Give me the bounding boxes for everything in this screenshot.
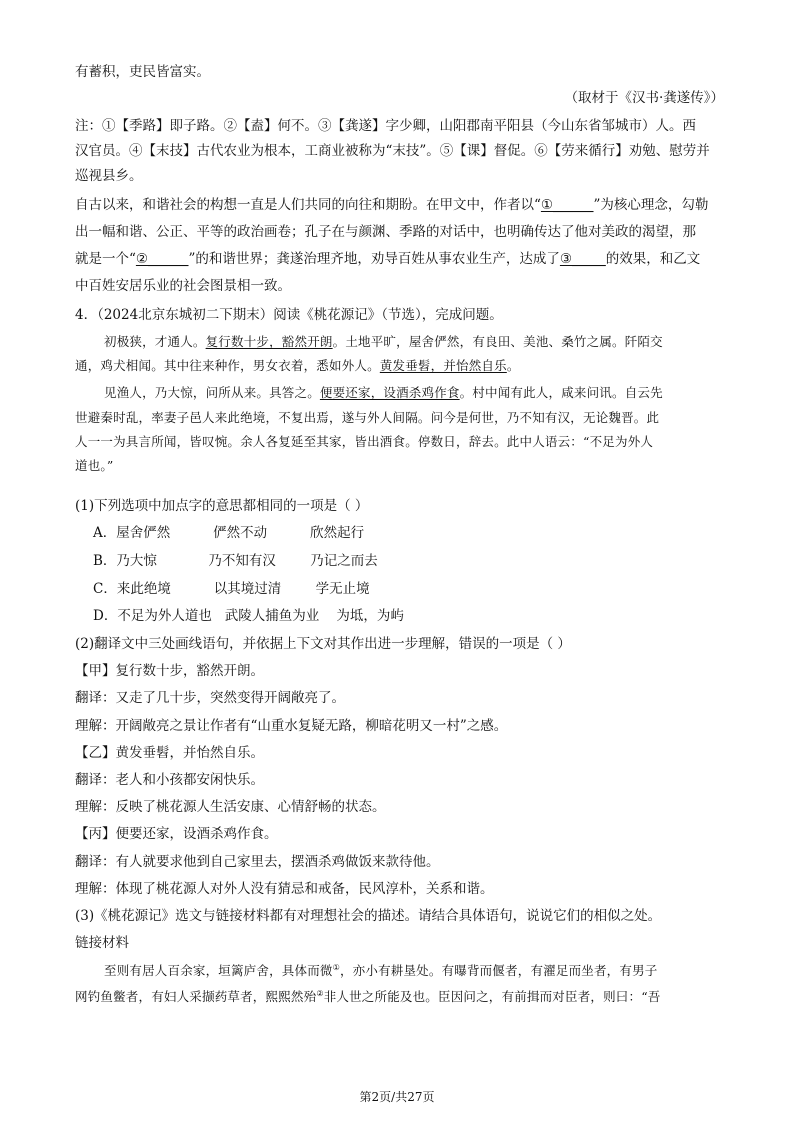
item-bing: 【丙】便要还家，设酒杀鸡作食。 bbox=[75, 826, 278, 842]
understanding-jia: 理解：开阔敞亮之景让作者有“山重水复疑无路，柳暗花明又一村”之感。 bbox=[75, 718, 508, 734]
material-line: 网钓鱼鳖者，有妇人采撷药草者，熙熙然殆②非人世之所能及也。臣因问之，有前揖而对臣者，则曰：“吾 bbox=[75, 988, 661, 1004]
underlined-sentence-bing: 便要还家，设酒杀鸡作食 bbox=[319, 385, 460, 400]
subquestion-1: (1)下列选项中加点字的意思都相同的一项是（ ） bbox=[75, 498, 369, 514]
passage-line: 道也。” bbox=[75, 458, 114, 473]
passage-line: 初极狭，才通人。复行数十步，豁然开朗。土地平旷，屋舍俨然，有良田、美池、桑竹之属。阡陌交 bbox=[104, 334, 663, 349]
question-heading: 4．（2024北京东城初二下期末）阅读《桃花源记》（节选），完成问题。 bbox=[75, 307, 503, 323]
translation-yi: 翻译：老人和小孩都安闲快乐。 bbox=[75, 772, 264, 788]
notes-line: 巡视县乡。 bbox=[75, 168, 143, 184]
passage-line: 世避秦时乱，率妻子邑人来此绝境，不复出焉，遂与外人间隔。问今是何世，乃不知有汉，无论魏晋。此 bbox=[75, 410, 660, 425]
option-a[interactable]: A．屋舍俨然 俨然不动 欣然起行 bbox=[93, 525, 365, 541]
text-line: 出一幅和谐、公正、平等的政治画卷；孔子在与颜渊、季路的对话中，也明确传达了他对美政的渴望，那 bbox=[75, 224, 696, 240]
answer-blank-2: ②______ bbox=[135, 251, 189, 267]
item-yi: 【乙】黄发垂髫，并怡然自乐。 bbox=[75, 745, 264, 761]
page-footer: 第2页/共27页 bbox=[359, 1090, 435, 1104]
notes-line: 汉官员。④【末技】古代农业为根本，工商业被称为“末技”。⑤【课】督促。⑥【劳来循行】劝勉、慰劳并 bbox=[75, 143, 710, 159]
option-c[interactable]: C．来此绝境 以其境过清 学无止境 bbox=[93, 581, 370, 597]
item-jia: 【甲】复行数十步，豁然开朗。 bbox=[75, 663, 264, 679]
subquestion-2: (2)翻译文中三处画线语句，并依据上下文对其作出进一步理解，错误的一项是（ ） bbox=[75, 636, 571, 652]
subquestion-3: (3)《桃花源记》选文与链接材料都有对理想社会的描述。请结合具体语句，说说它们的相似之处。 bbox=[75, 908, 662, 924]
text-line: 有蓄积，吏民皆富实。 bbox=[75, 64, 210, 80]
answer-blank-1: ①______ bbox=[540, 197, 594, 213]
text-line: 就是一个“②______”的和谐世界；龚遂治理齐地，劝导百姓从事农业生产，达成了③_____的效果，和乙文 bbox=[75, 251, 701, 267]
passage-line: 通，鸡犬相闻。其中往来种作，男女衣着，悉如外人。黄发垂髫，并怡然自乐。 bbox=[75, 358, 520, 373]
option-b[interactable]: B．乃大惊 乃不知有汉 乃记之而去 bbox=[93, 553, 378, 569]
text-line: 中百姓安居乐业的社会图景相一致。 bbox=[75, 278, 291, 294]
underlined-sentence-yi: 黄发垂髫，并怡然自乐 bbox=[379, 358, 507, 373]
understanding-yi: 理解：反映了桃花源人生活安康、心情舒畅的状态。 bbox=[75, 799, 386, 815]
link-material-heading: 链接材料 bbox=[75, 935, 129, 951]
notes-line: 注：①【季路】即子路。②【盍】何不。③【龚遂】字少卿，山阳郡南平阳县（今山东省邹城市）人。西 bbox=[75, 118, 696, 134]
understanding-bing: 理解：体现了桃花源人对外人没有猜忌和戒备，民风淳朴，关系和谐。 bbox=[75, 881, 494, 897]
passage-line: 见渔人，乃大惊，问所从来。具答之。便要还家，设酒杀鸡作食。村中闻有此人，咸来问讯。自云先 bbox=[104, 385, 663, 400]
material-line: 至则有居人百余家，垣篱庐舍，具体而微①，亦小有耕垦处。有曝背而偃者，有濯足而坐者，有男子 bbox=[104, 962, 658, 978]
source-citation: （取材于《汉书·龚遂传》） bbox=[564, 90, 724, 106]
passage-line: 人一一为具言所闻，皆叹惋。余人各复延至其家，皆出酒食。停数日，辞去。此中人语云：“不足为外人 bbox=[75, 434, 654, 449]
option-d[interactable]: D．不足为外人道也 武陵人捕鱼为业 为坻，为屿 bbox=[93, 608, 404, 624]
text-line: 自古以来，和谐社会的构想一直是人们共同的向往和期盼。在甲文中，作者以“①______”为核心理念，勾勒 bbox=[75, 197, 709, 213]
answer-blank-3: ③_____ bbox=[559, 251, 606, 267]
underlined-sentence-jia: 复行数十步，豁然开朗 bbox=[205, 334, 333, 349]
translation-bing: 翻译：有人就要求他到自己家里去，摆酒杀鸡做饭来款待他。 bbox=[75, 854, 440, 870]
translation-jia: 翻译：又走了几十步，突然变得开阔敞亮了。 bbox=[75, 690, 345, 706]
